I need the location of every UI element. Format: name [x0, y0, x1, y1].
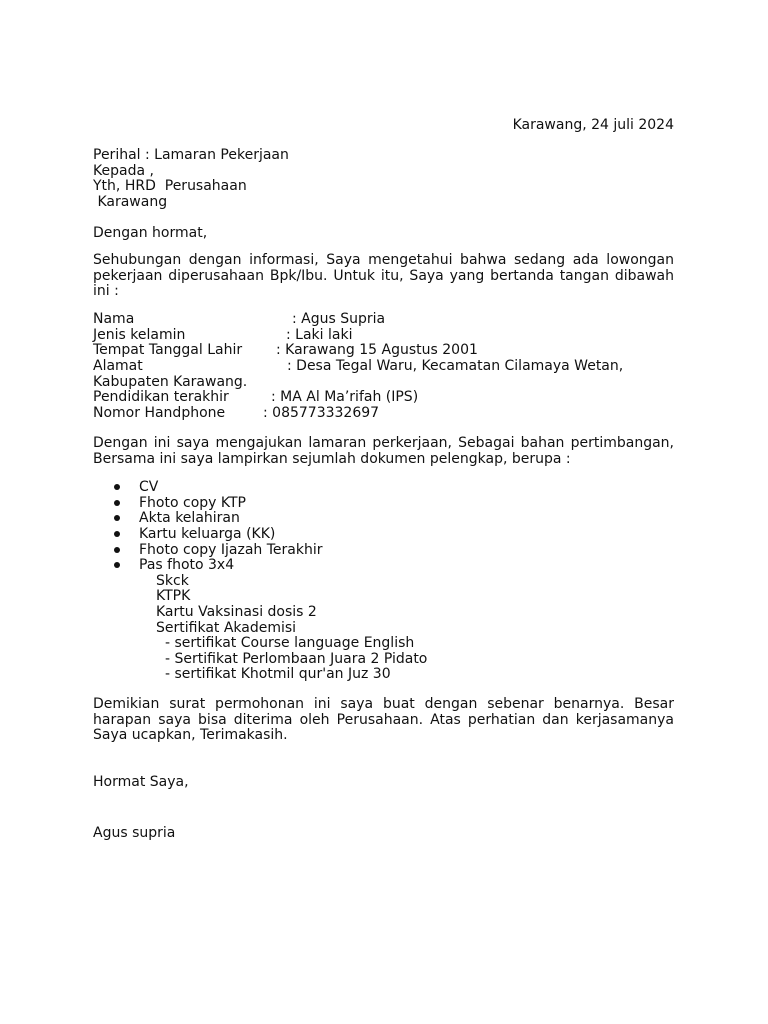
recipient-city: Karawang	[93, 194, 168, 210]
sub-list-item: KTPK	[156, 588, 191, 604]
certificate-item: - sertifikat Khotmil qur'an Juz 30	[165, 666, 391, 682]
bullet-icon	[114, 547, 120, 553]
bullet-icon	[114, 484, 120, 490]
certificate-item: - Sertifikat Perlombaan Juara 2 Pidato	[165, 651, 428, 667]
sub-list-item: Skck	[156, 573, 189, 589]
recipient-name: Yth, HRD Perusahaan	[93, 178, 247, 194]
list-item: Fhoto copy KTP	[139, 495, 246, 511]
sub-list-item: Sertifikat Akademisi	[156, 620, 297, 636]
intro-paragraph: Sehubungan dengan informasi, Saya mengetahui bahwa sedang ada lowongan pekerjaan diperusahaan Bpk/Ibu. Untuk itu, Saya yang bertanda tangan dibawah ini :	[93, 252, 674, 300]
list-item: Pas fhoto 3x4	[139, 557, 235, 573]
bullet-icon	[114, 531, 120, 537]
attachment-intro: Dengan ini saya mengajukan lamaran perkerjaan, Sebagai bahan pertimbangan, Bersama ini saya lampirkan sejumlah dokumen pelengkap, berupa :	[93, 435, 674, 467]
field-value-birth: : Karawang 15 Agustus 2001	[276, 342, 478, 358]
letter-date: Karawang, 24 juli 2024	[512, 117, 674, 133]
field-label-address: Alamat	[93, 358, 143, 374]
signature-name: Agus supria	[93, 825, 176, 841]
field-value-phone: : 085773332697	[263, 405, 380, 421]
list-item: Akta kelahiran	[139, 510, 240, 526]
field-label-education: Pendidikan terakhir	[93, 389, 229, 405]
bullet-icon	[114, 515, 120, 521]
closing-paragraph: Demikian surat permohonan ini saya buat dengan sebenar benarnya. Besar harapan saya bisa diterima oleh Perusahaan. Atas perhatian dan kerjasamanya Saya ucapkan, Terimakasih.	[93, 696, 674, 744]
field-label-birth: Tempat Tanggal Lahir	[93, 342, 243, 358]
field-value-education: : MA Al Ma’rifah (IPS)	[271, 389, 419, 405]
field-value-name: : Agus Supria	[292, 311, 386, 327]
salutation: Dengan hormat,	[93, 225, 208, 241]
bullet-icon	[114, 500, 120, 506]
certificate-item: - sertifikat Course language English	[165, 635, 415, 651]
field-label-gender: Jenis kelamin	[93, 327, 186, 343]
field-label-name: Nama	[93, 311, 135, 327]
recipient-to: Kepada ,	[93, 163, 154, 179]
field-address-continued: Kabupaten Karawang.	[93, 374, 248, 390]
field-value-gender: : Laki laki	[286, 327, 353, 343]
field-label-phone: Nomor Handphone	[93, 405, 226, 421]
subject-line: Perihal : Lamaran Pekerjaan	[93, 147, 289, 163]
regards: Hormat Saya,	[93, 774, 189, 790]
bullet-icon	[114, 562, 120, 568]
field-value-address: : Desa Tegal Waru, Kecamatan Cilamaya Wetan,	[287, 358, 624, 374]
list-item: Fhoto copy Ijazah Terakhir	[139, 542, 323, 558]
list-item: Kartu keluarga (KK)	[139, 526, 276, 542]
list-item: CV	[139, 479, 159, 495]
sub-list-item: Kartu Vaksinasi dosis 2	[156, 604, 317, 620]
